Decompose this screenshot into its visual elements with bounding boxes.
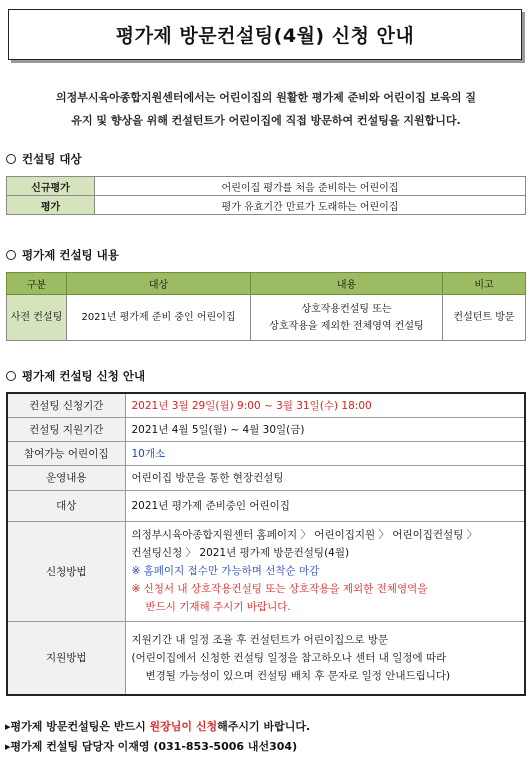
section-heading-content <box>6 247 119 263</box>
footnote-1-suffix: 해주시기 바랍니다. <box>217 720 311 733</box>
section-heading-content-text: 평가제 컨설팅 내용 <box>22 248 119 262</box>
row-value: 어린이집 평가를 처음 준비하는 어린이집 <box>95 177 526 196</box>
page-title <box>8 9 522 60</box>
row-content <box>251 295 443 341</box>
row-category: 사전 컨설팅 <box>7 295 67 341</box>
intro-line-2: 유지 및 향상을 위해 컨설턴트가 어린이집에 직접 방문하여 컨설팅을 지원합니다. <box>71 114 461 127</box>
footnote-2: ▸평가제 컨설팅 담당자 이재영 (031-853-5006 내선304) <box>5 740 298 753</box>
row-target: 2021년 평가제 준비 중인 어린이집 <box>67 295 251 341</box>
row-label: 신규평가 <box>7 177 95 196</box>
support-method-line-3: 변경될 가능성이 있으며 컨설팅 배치 후 문자로 일정 안내드립니다) <box>145 669 451 682</box>
footnote-1 <box>5 718 310 734</box>
row-label: 지원방법 <box>7 621 125 695</box>
row-label: 평가 <box>7 196 95 215</box>
footnote-1-prefix: ▸평가제 방문컨설팅은 반드시 <box>5 720 150 733</box>
section-heading-application-text: 평가제 컨설팅 신청 안내 <box>22 369 146 383</box>
support-method-value <box>125 621 525 695</box>
table-row <box>7 177 526 196</box>
table-header-row <box>7 273 526 295</box>
row-label: 컨설팅 신청기간 <box>7 393 125 417</box>
method-line-1: 의정부시육아종합지원센터 홈페이지 〉 어린이집지원 〉 어린이집컨설팅 〉 <box>131 529 478 541</box>
table-row <box>7 295 526 341</box>
intro-line-1: 의정부시육아종합지원센터에서는 어린이집의 원활한 평가제 준비와 어린이집 보육의 질 <box>56 91 476 104</box>
table-row <box>7 196 526 215</box>
section-heading-application <box>6 368 145 384</box>
target-value: 2021년 평가제 준비중인 어린이집 <box>125 490 525 521</box>
support-method-line-2: (어린이집에서 신청한 컨설팅 일정을 참고하오나 센터 내 일정에 따라 <box>131 651 447 664</box>
consulting-target-table <box>6 176 526 215</box>
row-label: 운영내용 <box>7 465 125 490</box>
table-row <box>7 417 525 441</box>
method-notice-2: ※ 신청서 내 상호작용컨설팅 또는 상호작용을 제외한 전체영역을 <box>131 583 428 595</box>
table-row <box>7 441 525 465</box>
column-header: 내용 <box>251 273 443 295</box>
method-notice-1: ※ 홈페이지 접수만 가능하며 선착순 마감 <box>131 565 320 577</box>
section-heading-target-text: 컨설팅 대상 <box>22 152 82 166</box>
application-info-table <box>6 392 526 696</box>
support-method-line-1: 지원기간 내 일정 조율 후 컨설턴트가 어린이집으로 방문 <box>131 633 389 646</box>
table-row <box>7 621 525 695</box>
circle-bullet-icon <box>6 371 16 381</box>
table-row <box>7 521 525 621</box>
row-content-line-2: 상호작용을 제외한 전체영역 컨설팅 <box>269 320 424 332</box>
row-label: 참여가능 어린이집 <box>7 441 125 465</box>
support-period-value: 2021년 4월 5일(월) ~ 4월 30일(금) <box>125 417 525 441</box>
column-header: 비고 <box>443 273 526 295</box>
row-content-line-1: 상호작용컨설팅 또는 <box>301 303 392 315</box>
row-note: 컨설턴트 방문 <box>443 295 526 341</box>
table-row <box>7 465 525 490</box>
page-title-text: 평가제 방문컨설팅(4월) 신청 안내 <box>115 25 415 47</box>
application-period-value: 2021년 3월 29일(월) 9:00 ~ 3월 31일(수) 18:00 <box>125 393 525 417</box>
section-heading-target <box>6 151 82 167</box>
intro-paragraph <box>14 86 518 132</box>
row-label: 대상 <box>7 490 125 521</box>
row-value: 평가 유효기간 만료가 도래하는 어린이집 <box>95 196 526 215</box>
circle-bullet-icon <box>6 154 16 164</box>
method-notice-2-cont: 반드시 기재해 주시기 바랍니다. <box>145 601 291 613</box>
operation-value: 어린이집 방문을 통한 현장컨설팅 <box>125 465 525 490</box>
available-count-value: 10개소 <box>125 441 525 465</box>
application-method-value <box>125 521 525 621</box>
method-line-2: 컨설팅신청 〉 2021년 평가제 방문컨설팅(4월) <box>131 547 350 559</box>
table-row <box>7 393 525 417</box>
column-header: 대상 <box>67 273 251 295</box>
circle-bullet-icon <box>6 250 16 260</box>
row-label: 컨설팅 지원기간 <box>7 417 125 441</box>
column-header: 구분 <box>7 273 67 295</box>
row-label: 신청방법 <box>7 521 125 621</box>
consulting-content-table <box>6 272 526 341</box>
footnote-1-highlight: 원장님이 신청 <box>149 720 218 733</box>
table-row <box>7 490 525 521</box>
